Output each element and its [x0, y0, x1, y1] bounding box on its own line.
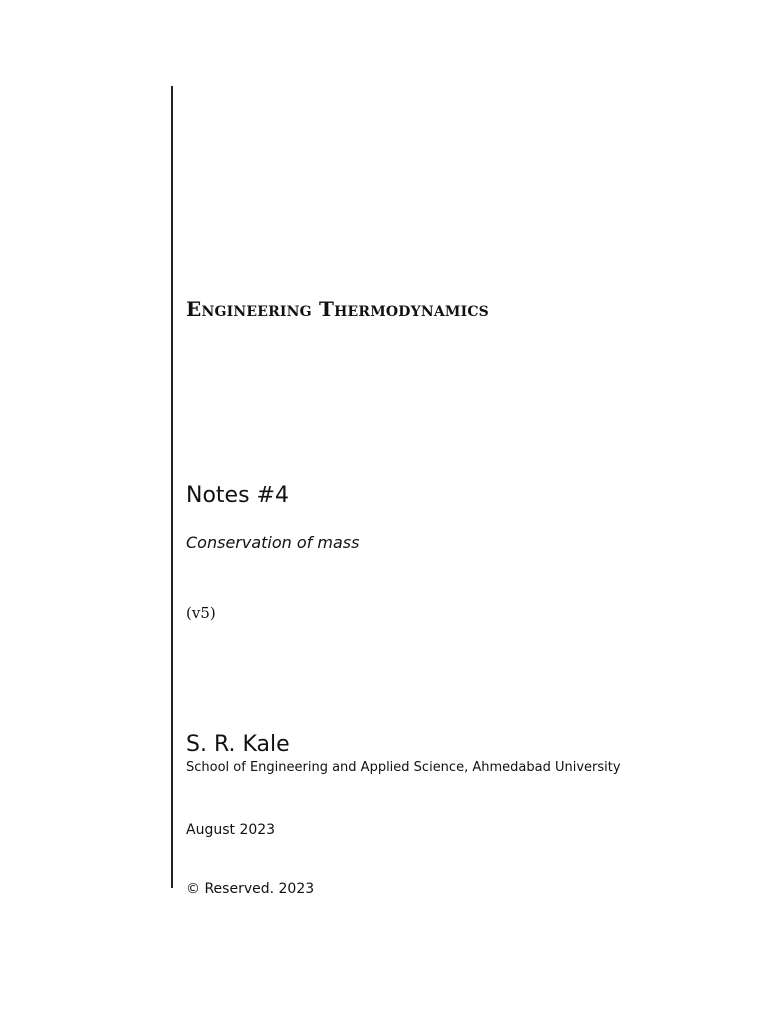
author-name: S. R. Kale	[186, 732, 290, 757]
version-label: (v5)	[186, 604, 216, 622]
vertical-rule	[171, 86, 173, 888]
document-title: Engineering Thermodynamics	[186, 297, 489, 321]
copyright-notice: © Reserved. 2023	[186, 881, 315, 897]
document-subtitle: Conservation of mass	[186, 533, 360, 552]
publication-date: August 2023	[186, 822, 276, 838]
author-affiliation: School of Engineering and Applied Science, Ahmedabad University	[186, 760, 621, 775]
notes-number: Notes #4	[186, 483, 289, 508]
